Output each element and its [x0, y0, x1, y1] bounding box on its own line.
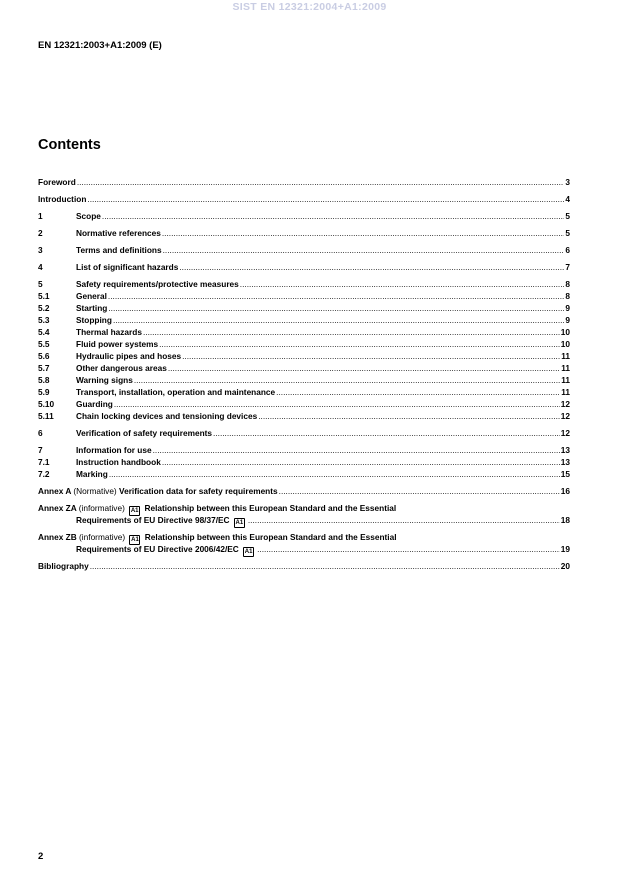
toc-label: Foreword [38, 177, 76, 187]
annex-kind: (Normative) [73, 486, 117, 496]
dot-leader [108, 302, 564, 314]
toc-entry-significant-hazards[interactable] [38, 261, 570, 273]
toc-number: 5 [38, 279, 43, 289]
toc-number: 5.11 [38, 411, 54, 421]
toc-label: General [76, 291, 107, 301]
toc-page-number: 12 [560, 399, 570, 409]
toc-label: Marking [76, 469, 108, 479]
dot-leader [134, 374, 560, 386]
toc-label: Scope [76, 211, 101, 221]
toc-page-number: 13 [560, 457, 570, 467]
toc-entry-verification[interactable] [38, 427, 570, 439]
dot-leader [114, 398, 560, 410]
annex-prefix: Annex A [38, 486, 72, 496]
toc-entry-annex-za-continued[interactable] [38, 514, 570, 526]
toc-entry-annex-zb[interactable] [38, 531, 570, 543]
toc-label: Safety requirements/protective measures [76, 279, 239, 289]
toc-label: Instruction handbook [76, 457, 161, 467]
toc-entry-warning-signs[interactable] [38, 374, 570, 386]
dot-leader [276, 386, 560, 398]
toc-entry-instruction-handbook[interactable] [38, 456, 570, 468]
toc-label: Introduction [38, 194, 87, 204]
toc-entry-fluid-power-systems[interactable] [38, 338, 570, 350]
dot-leader [163, 244, 565, 256]
watermark: SIST EN 12321:2004+A1:2009 [232, 1, 387, 13]
amendment-start-marker-icon: A1 [131, 537, 139, 543]
toc-entry-normative-references[interactable] [38, 227, 570, 239]
toc-label [76, 514, 247, 528]
toc-entry-annex-zb-continued[interactable] [38, 543, 570, 555]
dot-leader [162, 456, 560, 468]
toc-page-number: 4 [565, 194, 570, 204]
dot-leader [258, 410, 560, 422]
toc-number: 7 [38, 445, 43, 455]
toc-label: Warning signs [76, 375, 133, 385]
toc-entry-thermal-hazards[interactable] [38, 326, 570, 338]
toc-page-number: 11 [561, 375, 570, 385]
toc-label: Thermal hazards [76, 327, 142, 337]
dot-leader [109, 468, 560, 480]
toc-number: 2 [38, 228, 43, 238]
toc-number: 5.2 [38, 303, 50, 313]
toc-page-number: 19 [560, 544, 570, 554]
toc-page-number: 12 [560, 428, 570, 438]
toc-number: 4 [38, 262, 43, 272]
annex-title: Verification data for safety requirements [119, 486, 278, 496]
toc-page-number: 9 [565, 303, 570, 313]
dot-leader [143, 326, 560, 338]
toc-number: 5.7 [38, 363, 50, 373]
toc-entry-transport-installation[interactable] [38, 386, 570, 398]
toc-number: 3 [38, 245, 43, 255]
toc-number: 7.2 [38, 469, 50, 479]
toc-page-number: 7 [565, 262, 570, 272]
toc-page-number: 5 [565, 211, 570, 221]
dot-leader [90, 560, 560, 572]
annex-title-line1: Relationship between this European Standard and the Essential [144, 503, 397, 513]
annex-title-line2: Requirements of EU Directive 2006/42/EC [76, 544, 239, 554]
toc-label: List of significant hazards [76, 262, 179, 272]
toc-entry-annex-za[interactable] [38, 502, 570, 514]
toc-label: Terms and definitions [76, 245, 162, 255]
dot-leader [159, 338, 560, 350]
toc-entry-general[interactable] [38, 290, 570, 302]
toc-page-number: 12 [560, 411, 570, 421]
toc-label: Fluid power systems [76, 339, 159, 349]
dot-leader [257, 543, 560, 555]
toc-entry-stopping[interactable] [38, 314, 570, 326]
toc-entry-introduction[interactable] [38, 193, 570, 205]
toc-label: Verification of safety requirements [76, 428, 213, 438]
amendment-start-marker-icon: A1 [130, 508, 139, 514]
toc-number: 5.4 [38, 327, 50, 337]
toc-number: 5.3 [38, 315, 50, 325]
document-identifier: EN 12321:2003+A1:2009 (E) [38, 40, 162, 51]
toc-page-number: 5 [565, 228, 570, 238]
toc-page-number: 11 [561, 363, 570, 373]
page-number: 2 [38, 851, 44, 862]
annex-kind: (informative) [79, 532, 126, 542]
toc-page-number: 10 [560, 327, 570, 337]
toc-label: Chain locking devices and tensioning devices [76, 411, 258, 421]
toc-page-number: 11 [561, 351, 570, 361]
toc-number: 5.1 [38, 291, 50, 301]
table-of-contents [38, 176, 570, 572]
toc-entry-safety-requirements[interactable] [38, 278, 570, 290]
amendment-end-marker-icon: A1 [235, 520, 244, 526]
toc-number: 5.9 [38, 387, 50, 397]
toc-page-number: 11 [561, 387, 570, 397]
toc-entry-scope[interactable] [38, 210, 570, 222]
toc-label: Normative references [76, 228, 161, 238]
dot-leader [87, 193, 564, 205]
toc-page-number: 8 [565, 291, 570, 301]
toc-page-number: 20 [560, 561, 570, 571]
dot-leader [77, 176, 565, 188]
toc-number: 6 [38, 428, 43, 438]
toc-label: Hydraulic pipes and hoses [76, 351, 182, 361]
toc-page-number: 3 [565, 177, 570, 187]
toc-page-number: 15 [560, 469, 570, 479]
annex-prefix: Annex ZB [38, 532, 77, 542]
dot-leader [153, 444, 560, 456]
toc-number: 5.5 [38, 339, 50, 349]
dot-leader [248, 514, 560, 526]
amendment-end-marker-icon: A1 [244, 549, 253, 555]
dot-leader [113, 314, 564, 326]
annex-title-line2: Requirements of EU Directive 98/37/EC [76, 515, 230, 525]
toc-entry-starting[interactable] [38, 302, 570, 314]
toc-entry-bibliography[interactable] [38, 560, 570, 572]
toc-entry-guarding[interactable] [38, 398, 570, 410]
toc-page-number: 8 [565, 279, 570, 289]
annex-kind: (informative) [78, 503, 125, 513]
dot-leader [168, 362, 560, 374]
toc-label [76, 543, 256, 557]
toc-number: 5.8 [38, 375, 50, 385]
toc-label: Starting [76, 303, 108, 313]
dot-leader [179, 261, 564, 273]
toc-page-number: 9 [565, 315, 570, 325]
dot-leader [240, 278, 565, 290]
toc-label [38, 485, 278, 497]
contents-heading: Contents [38, 137, 101, 153]
toc-entry-marking[interactable] [38, 468, 570, 480]
toc-entry-annex-a[interactable] [38, 485, 570, 497]
toc-page-number: 18 [560, 515, 570, 525]
toc-number: 7.1 [38, 457, 50, 467]
dot-leader [162, 227, 565, 239]
toc-number: 5.6 [38, 351, 50, 361]
toc-label: Information for use [76, 445, 152, 455]
toc-entry-hydraulic-pipes[interactable] [38, 350, 570, 362]
annex-title-line1: Relationship between this European Standard and the Essential [144, 532, 397, 542]
toc-entry-terms-and-definitions[interactable] [38, 244, 570, 256]
toc-label: Stopping [76, 315, 112, 325]
toc-label: Guarding [76, 399, 113, 409]
toc-number: 5.10 [38, 399, 55, 409]
toc-page-number: 13 [560, 445, 570, 455]
dot-leader [182, 350, 560, 362]
dot-leader [108, 290, 564, 302]
dot-leader [279, 485, 560, 497]
toc-entry-other-dangerous-areas[interactable] [38, 362, 570, 374]
toc-page-number: 10 [560, 339, 570, 349]
toc-page-number: 16 [560, 486, 570, 496]
annex-prefix: Annex ZA [38, 503, 77, 513]
toc-entry-information-for-use[interactable] [38, 444, 570, 456]
dot-leader [102, 210, 564, 222]
toc-number: 1 [38, 211, 43, 221]
toc-label: Transport, installation, operation and maintenance [76, 387, 276, 397]
toc-entry-chain-locking[interactable] [38, 410, 570, 422]
toc-label: Bibliography [38, 561, 89, 571]
toc-page-number: 6 [565, 245, 570, 255]
dot-leader [213, 427, 560, 439]
toc-label: Other dangerous areas [76, 363, 167, 373]
toc-entry-foreword[interactable] [38, 176, 570, 188]
